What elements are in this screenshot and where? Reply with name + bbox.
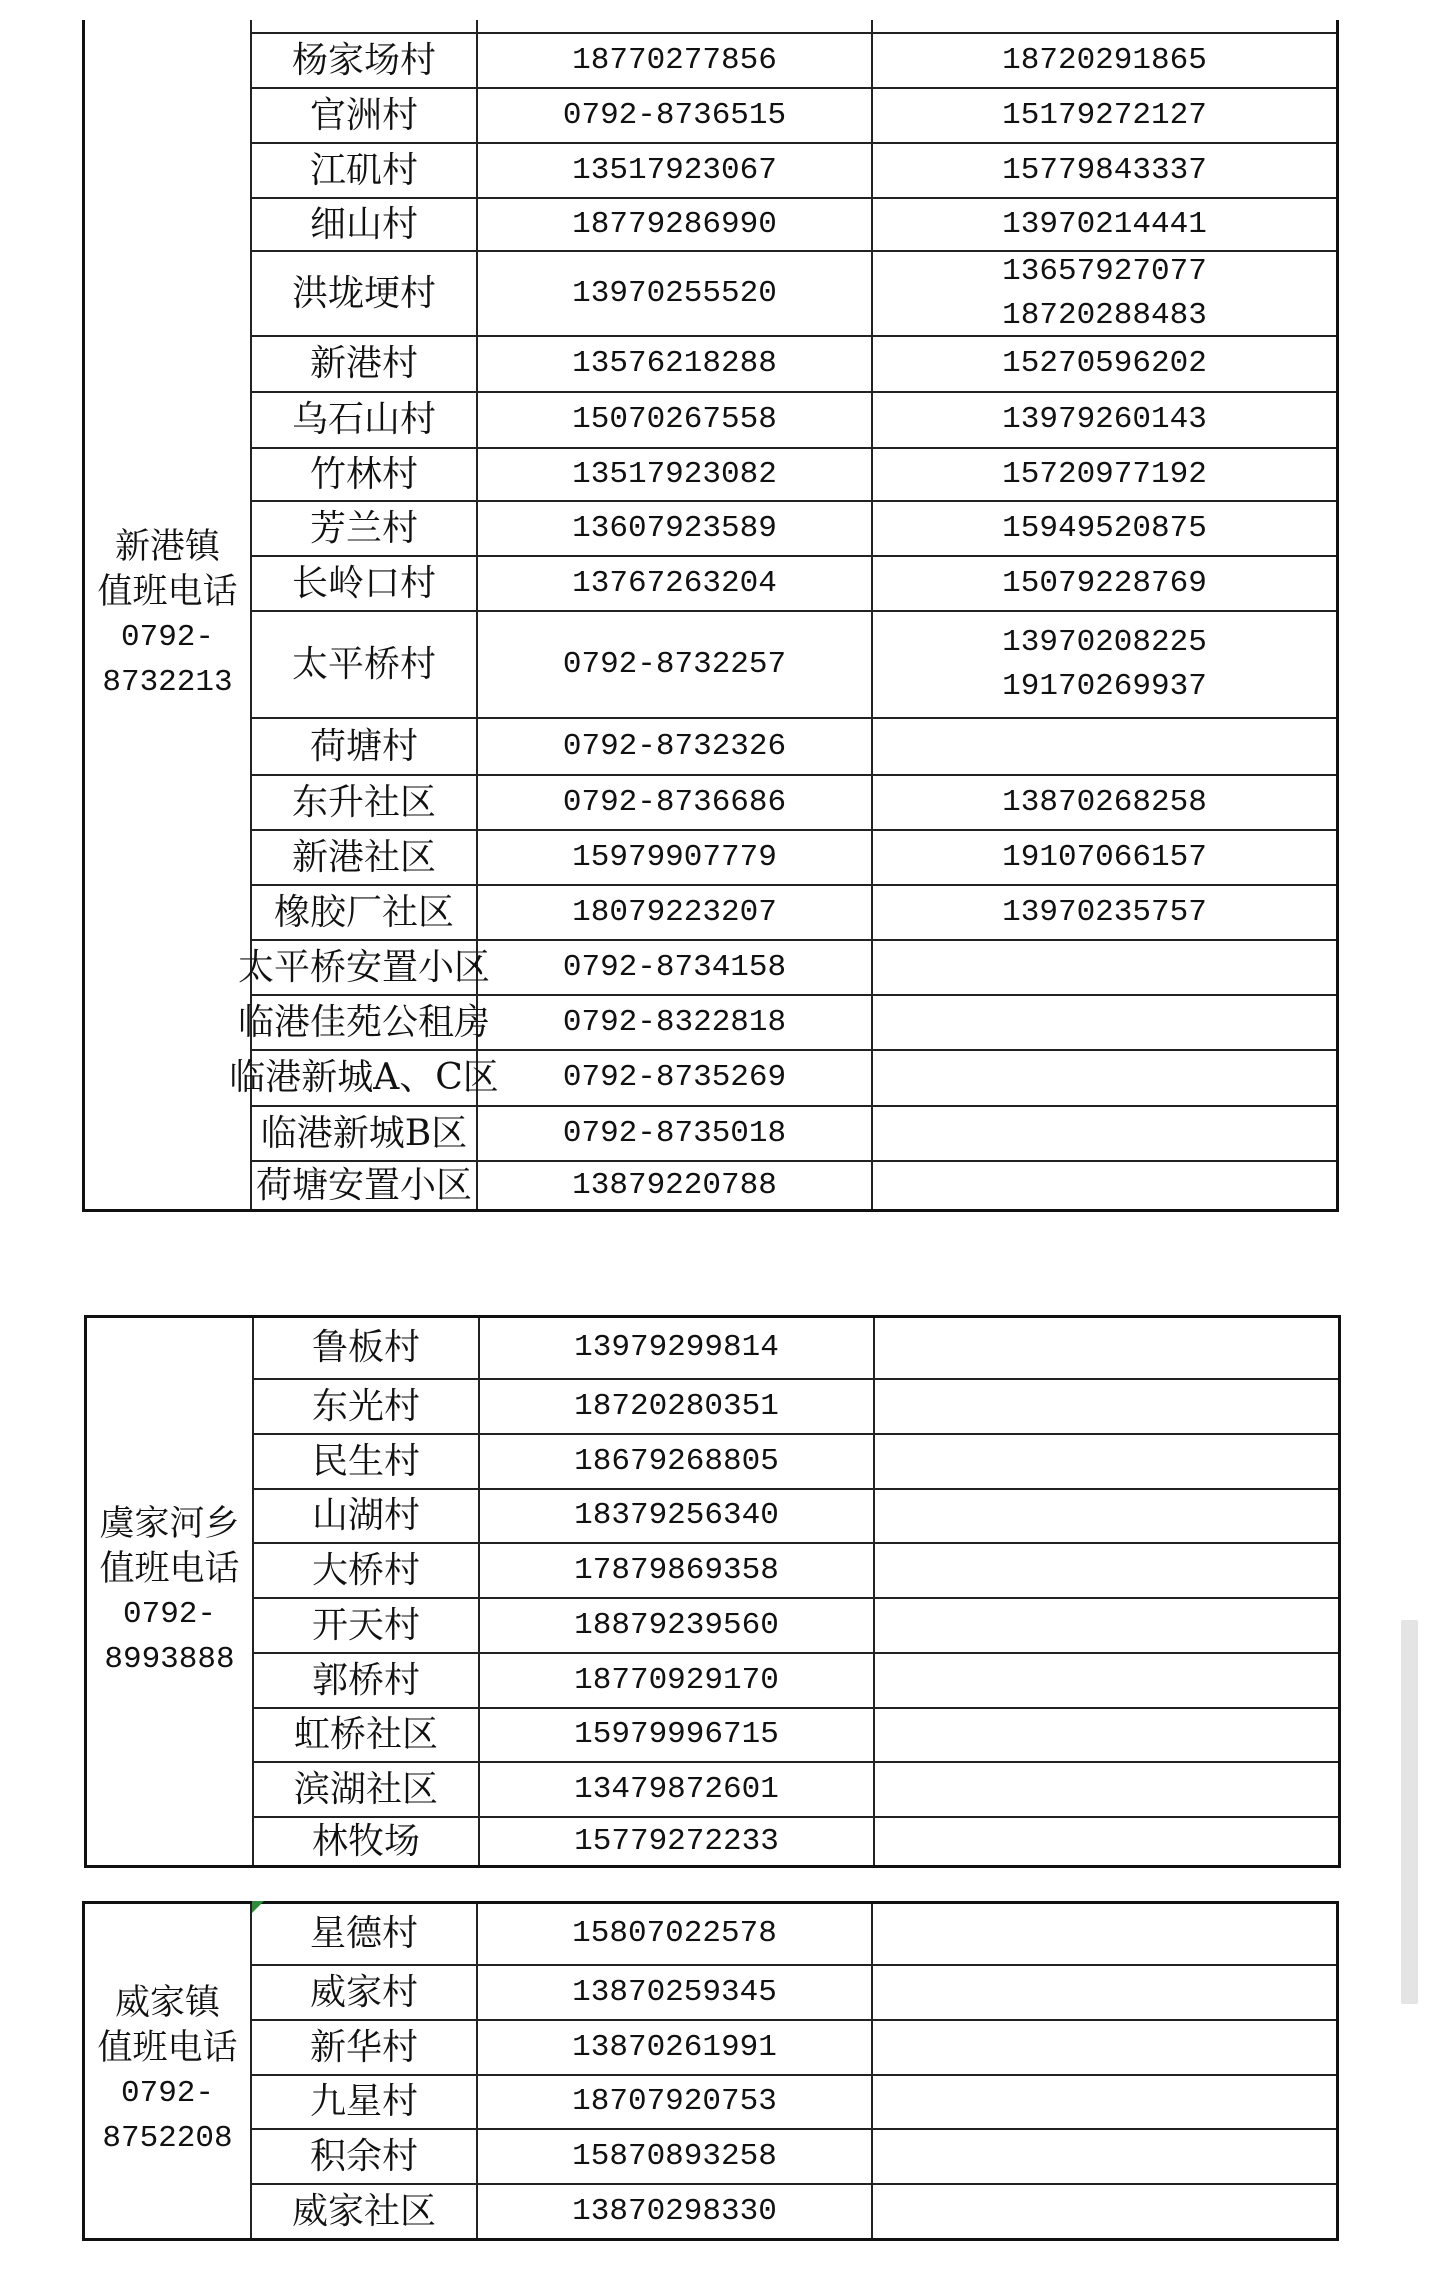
primary-phone-cell [478, 1162, 873, 1209]
primary-phone: 13517923067 [572, 152, 777, 188]
primary-phone: 13979299814 [574, 1330, 779, 1365]
village-name: 芳兰村 [309, 507, 418, 549]
town-duty-line: 虞家河乡 [99, 1503, 240, 1544]
table-row [254, 1433, 1338, 1488]
village-name: 东升社区 [291, 781, 436, 823]
town-duty-cell [85, 20, 252, 1209]
primary-phone: 0792-8736515 [562, 97, 787, 133]
village-name: 荷塘安置小区 [255, 1164, 472, 1206]
village-name: 滨湖社区 [293, 1768, 438, 1810]
primary-phone-cell [478, 941, 873, 994]
table-row [254, 1542, 1338, 1597]
secondary-phone-cell [873, 199, 1336, 250]
secondary-phone-cell [873, 996, 1336, 1049]
primary-phone: 0792-8736686 [562, 784, 787, 820]
village-name-cell [254, 1763, 480, 1816]
village-name-cell [252, 2076, 478, 2128]
secondary-phone: 13970235757 [1002, 894, 1207, 930]
primary-phone-cell [478, 612, 873, 717]
primary-phone-cell [478, 199, 873, 250]
primary-phone-cell [478, 2021, 873, 2074]
village-name-cell [252, 719, 478, 774]
town-duty-line: 0792- [122, 1596, 216, 1632]
table-row [252, 500, 1336, 555]
village-name: 新港社区 [291, 836, 436, 878]
secondary-phone-cell [873, 252, 1336, 335]
primary-phone: 13517923082 [572, 456, 777, 492]
village-name: 积余村 [309, 2135, 418, 2177]
secondary-phone-cell [873, 1966, 1336, 2019]
primary-phone: 13870259345 [572, 1974, 777, 2010]
secondary-phone-cell [873, 34, 1336, 87]
primary-phone: 15779272233 [574, 1823, 779, 1859]
secondary-phone: 19170269937 [1002, 668, 1207, 704]
primary-phone-cell [478, 144, 873, 197]
village-name-cell [252, 2021, 478, 2074]
village-name-cell [252, 612, 478, 717]
village-name: 细山村 [309, 203, 418, 245]
secondary-phone-cell [873, 337, 1336, 391]
village-name: 洪垅埂村 [291, 272, 436, 314]
table-row [252, 2128, 1336, 2183]
secondary-phone-cell [873, 776, 1336, 829]
secondary-phone-cell [875, 1318, 1338, 1378]
secondary-phone-cell [873, 393, 1336, 447]
secondary-phone: 13970208225 [1002, 624, 1207, 660]
village-name-cell [254, 1818, 480, 1865]
secondary-phone-cell [873, 886, 1336, 939]
secondary-phone-cell [875, 1599, 1338, 1652]
primary-phone: 0792-8322818 [562, 1004, 787, 1040]
village-name-cell [252, 1107, 478, 1160]
secondary-phone-cell [875, 1435, 1338, 1488]
primary-phone: 18770929170 [574, 1662, 779, 1698]
secondary-phone: 15079228769 [1002, 565, 1207, 601]
secondary-phone: 18720288483 [1002, 297, 1207, 333]
town-duty-cell [87, 1318, 254, 1865]
town-duty-line: 值班电话 [97, 2028, 238, 2068]
table-row [254, 1707, 1338, 1761]
table-row [252, 87, 1336, 142]
secondary-phone-cell [873, 2130, 1336, 2183]
primary-phone-cell [478, 776, 873, 829]
secondary-phone-cell [875, 1544, 1338, 1597]
secondary-phone-cell [873, 2185, 1336, 2238]
table-row [252, 610, 1336, 717]
primary-phone: 15979996715 [574, 1717, 779, 1752]
table-row [252, 2074, 1336, 2128]
village-name-cell [252, 2130, 478, 2183]
village-name: 江矶村 [309, 149, 418, 191]
town-duty-line: 8732213 [102, 664, 233, 700]
village-name-cell [254, 1380, 480, 1433]
table-row [229, 1049, 1336, 1105]
table-row [254, 1378, 1338, 1433]
primary-phone-cell [478, 2076, 873, 2128]
village-name-cell [252, 337, 478, 391]
primary-phone: 18779286990 [572, 206, 777, 242]
secondary-phone-cell [873, 1904, 1336, 1964]
village-name: 林牧场 [311, 1820, 420, 1862]
village-name-cell [252, 89, 478, 142]
village-name-cell [254, 1709, 480, 1761]
secondary-phone-cell [873, 1162, 1336, 1209]
village-name: 太平桥村 [291, 643, 436, 685]
secondary-phone-cell [873, 941, 1336, 994]
primary-phone-cell [478, 2130, 873, 2183]
table-row [254, 1761, 1338, 1816]
secondary-phone-cell [873, 557, 1336, 610]
town-duty-line: 值班电话 [99, 1548, 240, 1589]
town-duty-line: 0792- [120, 619, 214, 655]
table-row [252, 774, 1336, 829]
cell-error-indicator-icon [252, 1901, 264, 1913]
village-name: 新港村 [309, 343, 418, 384]
secondary-phone: 13979260143 [1002, 402, 1207, 437]
table-row-partial [252, 20, 1336, 32]
village-name: 杨家场村 [291, 39, 436, 81]
primary-phone: 18879239560 [574, 1607, 779, 1643]
secondary-phone-cell [875, 1654, 1338, 1707]
village-name-cell [229, 1051, 499, 1105]
primary-phone-cell [478, 1966, 873, 2019]
table-row [252, 1904, 1336, 1964]
village-name-cell [252, 1966, 478, 2019]
table-row [252, 884, 1336, 939]
table-row [252, 1964, 1336, 2019]
village-name-cell [252, 831, 478, 884]
primary-phone-cell [478, 1904, 873, 1964]
primary-phone: 13607923589 [572, 510, 777, 546]
village-name: 东光村 [311, 1385, 420, 1427]
duty-table [84, 1315, 1341, 1868]
primary-phone: 17879869358 [574, 1552, 779, 1588]
primary-phone: 0792-8734158 [562, 949, 787, 985]
primary-phone: 18679268805 [574, 1443, 779, 1479]
secondary-phone-cell [873, 1051, 1336, 1105]
village-name: 长岭口村 [291, 562, 436, 604]
village-name-cell [254, 1599, 480, 1652]
primary-phone-cell [480, 1380, 875, 1433]
table-row [252, 1160, 1336, 1209]
primary-phone-cell [480, 1490, 875, 1542]
primary-phone-cell [478, 449, 873, 500]
village-name-cell [252, 449, 478, 500]
table-row [252, 335, 1336, 391]
secondary-phone: 18720291865 [1002, 42, 1207, 78]
village-name-cell [254, 1654, 480, 1707]
town-duty-cell [85, 1904, 252, 2238]
village-name-cell [238, 941, 491, 994]
secondary-phone-cell [873, 831, 1336, 884]
village-name-cell [252, 199, 478, 250]
primary-phone-cell [478, 89, 873, 142]
primary-phone-cell [478, 337, 873, 391]
primary-phone-cell [478, 1051, 873, 1105]
primary-phone-cell [478, 34, 873, 87]
primary-phone: 13870298330 [572, 2193, 777, 2229]
primary-phone: 0792-8732326 [562, 728, 787, 764]
table-row [252, 447, 1336, 500]
village-name-cell [254, 1435, 480, 1488]
table-row [254, 1816, 1338, 1865]
primary-phone-cell [480, 1544, 875, 1597]
village-name-cell [252, 393, 478, 447]
village-name: 乌石山村 [291, 399, 436, 440]
village-name-cell [252, 34, 478, 87]
primary-phone: 15807022578 [572, 1916, 777, 1951]
village-name: 大桥村 [311, 1549, 420, 1591]
secondary-phone-cell [875, 1709, 1338, 1761]
village-name: 开天村 [311, 1604, 420, 1646]
secondary-phone-cell [873, 719, 1336, 774]
secondary-phone-cell [873, 2076, 1336, 2128]
village-name: 临港新城B区 [260, 1112, 468, 1154]
village-name: 民生村 [311, 1440, 420, 1482]
village-name: 威家村 [309, 1971, 418, 2013]
empty-cell [252, 20, 478, 32]
secondary-phone: 15720977192 [1002, 456, 1207, 492]
village-name: 太平桥安置小区 [238, 946, 491, 988]
town-duty-line: 值班电话 [97, 571, 238, 612]
village-name: 鲁板村 [311, 1327, 420, 1368]
secondary-phone-cell [873, 144, 1336, 197]
primary-phone: 0792-8735269 [562, 1060, 787, 1095]
secondary-phone: 15779843337 [1002, 152, 1207, 188]
primary-phone-cell [480, 1435, 875, 1488]
secondary-phone: 19107066157 [1002, 839, 1207, 875]
table-row [238, 994, 1336, 1049]
village-name-cell [252, 557, 478, 610]
table-row [252, 2019, 1336, 2074]
table-row [254, 1488, 1338, 1542]
town-duty-line: 8752208 [102, 2121, 233, 2156]
primary-phone-cell [480, 1818, 875, 1865]
primary-phone-cell [480, 1709, 875, 1761]
secondary-phone: 15179272127 [1002, 97, 1207, 133]
secondary-phone: 13970214441 [1002, 206, 1207, 242]
primary-phone-cell [480, 1599, 875, 1652]
village-name: 威家社区 [291, 2190, 436, 2232]
primary-phone: 18770277856 [572, 42, 777, 78]
table-row [252, 555, 1336, 610]
secondary-phone-cell [873, 612, 1336, 717]
secondary-phone-cell [875, 1490, 1338, 1542]
primary-phone: 13970255520 [572, 275, 777, 311]
secondary-phone-cell [873, 502, 1336, 555]
primary-phone-cell [480, 1763, 875, 1816]
table-row [252, 391, 1336, 447]
secondary-phone-cell [875, 1380, 1338, 1433]
primary-phone: 18720280351 [574, 1388, 779, 1424]
secondary-phone-cell [873, 89, 1336, 142]
empty-cell [478, 20, 873, 32]
village-name: 九星村 [309, 2081, 418, 2122]
village-name-cell [252, 502, 478, 555]
primary-phone-cell [478, 831, 873, 884]
primary-phone: 18707920753 [572, 2084, 777, 2119]
table-row [254, 1597, 1338, 1652]
primary-phone-cell [478, 502, 873, 555]
village-name: 郭桥村 [311, 1659, 420, 1701]
village-name-cell [252, 2185, 478, 2238]
table-row [238, 939, 1336, 994]
village-name: 星德村 [309, 1913, 418, 1954]
primary-phone: 13879220788 [572, 1167, 777, 1203]
secondary-phone: 13657927077 [1002, 253, 1207, 289]
village-name: 荷塘村 [309, 725, 418, 767]
duty-table [82, 20, 1339, 1212]
secondary-phone: 15270596202 [1002, 346, 1207, 381]
primary-phone: 13576218288 [572, 346, 777, 381]
primary-phone: 18079223207 [572, 894, 777, 930]
primary-phone-cell [480, 1654, 875, 1707]
primary-phone: 0792-8732257 [562, 646, 787, 682]
village-name-cell [252, 144, 478, 197]
village-name-cell [254, 1490, 480, 1542]
secondary-phone-cell [875, 1763, 1338, 1816]
village-name: 新华村 [309, 2026, 418, 2068]
village-name: 临港佳苑公租房 [238, 1001, 491, 1043]
village-name-cell [252, 252, 478, 335]
secondary-phone: 15949520875 [1002, 510, 1207, 546]
town-duty-line: 威家镇 [114, 1983, 220, 2023]
primary-phone-cell [478, 2185, 873, 2238]
table-row [254, 1652, 1338, 1707]
secondary-phone-cell [873, 1107, 1336, 1160]
village-name-cell [252, 886, 478, 939]
table-row [252, 250, 1336, 335]
town-duty-line: 8993888 [104, 1641, 235, 1677]
secondary-phone-cell [873, 2021, 1336, 2074]
village-name: 山湖村 [311, 1495, 420, 1536]
duty-table [82, 1901, 1339, 2241]
secondary-phone: 13870268258 [1002, 784, 1207, 820]
primary-phone: 18379256340 [574, 1498, 779, 1533]
town-duty-line: 新港镇 [114, 526, 220, 567]
table-row [252, 1105, 1336, 1160]
village-name: 虹桥社区 [293, 1714, 438, 1755]
table-row [252, 32, 1336, 87]
village-name-cell [252, 1162, 478, 1209]
primary-phone: 13870261991 [572, 2029, 777, 2065]
table-row [252, 829, 1336, 884]
table-row [252, 197, 1336, 250]
primary-phone-cell [478, 557, 873, 610]
primary-phone: 0792-8735018 [562, 1115, 787, 1151]
primary-phone: 15870893258 [572, 2138, 777, 2174]
secondary-phone-cell [875, 1818, 1338, 1865]
table-row [252, 2183, 1336, 2238]
primary-phone-cell [478, 996, 873, 1049]
primary-phone-cell [480, 1318, 875, 1378]
table-row [252, 717, 1336, 774]
village-name: 竹林村 [309, 453, 418, 495]
village-name-cell [254, 1544, 480, 1597]
table-row [252, 142, 1336, 197]
table-row [254, 1318, 1338, 1378]
village-name-cell [238, 996, 491, 1049]
village-name-cell [254, 1318, 480, 1378]
village-name: 官洲村 [309, 94, 418, 136]
town-duty-line: 0792- [120, 2076, 214, 2111]
secondary-phone-cell [873, 449, 1336, 500]
vertical-scrollbar-thumb[interactable] [1401, 1620, 1418, 2004]
village-name: 临港新城A、C区 [229, 1057, 499, 1098]
primary-phone-cell [478, 393, 873, 447]
primary-phone-cell [478, 719, 873, 774]
village-name-cell [252, 1904, 478, 1964]
primary-phone: 15979907779 [572, 839, 777, 875]
primary-phone: 13767263204 [572, 565, 777, 601]
primary-phone-cell [478, 1107, 873, 1160]
primary-phone: 13479872601 [574, 1771, 779, 1807]
village-name: 橡胶厂社区 [273, 891, 454, 933]
village-name-cell [252, 776, 478, 829]
primary-phone: 15070267558 [572, 402, 777, 437]
primary-phone-cell [478, 252, 873, 335]
primary-phone-cell [478, 886, 873, 939]
empty-cell [873, 20, 1336, 32]
